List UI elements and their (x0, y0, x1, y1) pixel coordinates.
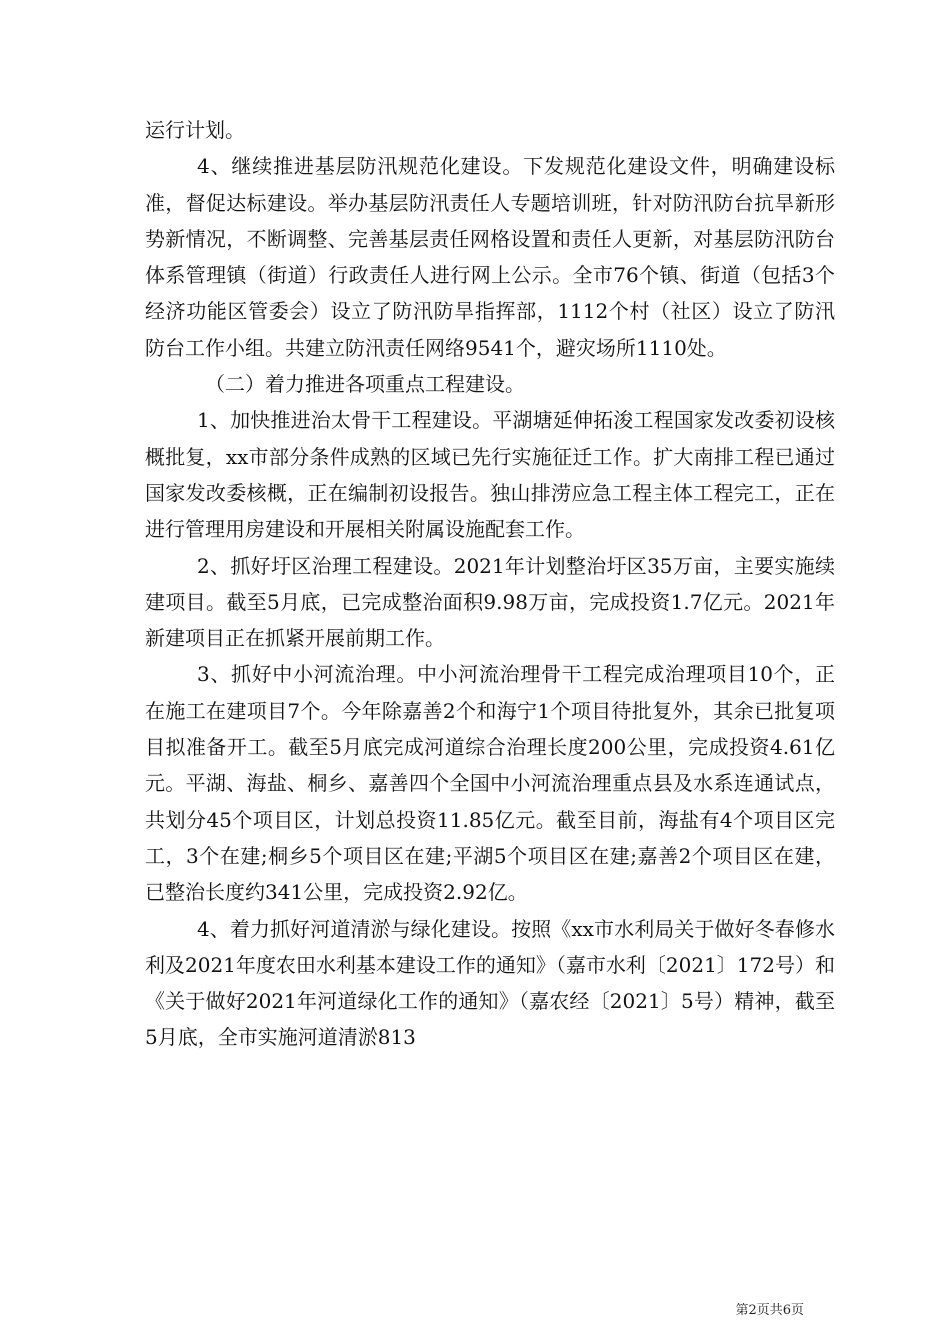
paragraph-item-3-rivers: 3、抓好中小河流治理。中小河流治理骨干工程完成治理项目10个，正在施工在建项目7个。今年除嘉善2个和海宁1个项目待批复外，其余已批复项目拟准备开工。截至5月底完成河道综合治理长度200公里，完成投资4.61亿元。平湖、海盐、桐乡、嘉善四个全国中小河流治理重点县及水系连通试点，共划分45个项目区，计划总投资11.85亿元。截至目前，海盐有4个项目区完工，3个在建;桐乡5个项目区在建;平湖5个项目区在建;嘉善2个项目区在建，已整治长度约341公里，完成投资2.92亿。 (145, 662, 835, 905)
paragraph-item-4-dredging: 4、着力抓好河道清淤与绿化建设。按照《xx市水利局关于做好冬春修水利及2021年度农田水利基本建设工作的通知》（嘉市水利〔2021〕172号）和《关于做好2021年河道绿化工作的通知》（嘉农经〔2021〕5号）精神，截至5月底，全市实施河道清淤813 (145, 916, 835, 1050)
document-body (145, 112, 835, 1056)
paragraph-item-4-flood-control: 4、继续推进基层防汛规范化建设。下发规范化建设文件，明确建设标准，督促达标建设。举办基层防汛责任人专题培训班，针对防汛防台抗旱新形势新情况，不断调整、完善基层责任网格设置和责任人更新，对基层防汛防台体系管理镇（街道）行政责任人进行网上公示。全市76个镇、街道（包括3个经济功能区管委会）设立了防汛防旱指挥部，1112个村（社区）设立了防汛防台工作小组。共建立防汛责任网络9541个，避灾场所1110处。 (145, 154, 835, 360)
page-number: 第2页共6页 (735, 1303, 804, 1318)
section-heading: （二）着力推进各项重点工程建设。 (205, 372, 525, 397)
paragraph-item-2-polder: 2、抓好圩区治理工程建设。2021年计划整治圩区35万亩，主要实施续建项目。截至5月底，已完成整治面积9.98万亩，完成投资1.7亿元。2021年新建项目正在抓紧开展前期工作。 (145, 553, 835, 651)
paragraph-continuation: 运行计划。 (145, 118, 245, 142)
paragraph-item-1-taihu: 1、加快推进治太骨干工程建设。平湖塘延伸拓浚工程国家发改委初设核概批复，xx市部分条件成熟的区域已先行实施征迁工作。扩大南排工程已通过国家发改委核概，正在编制初设报告。独山排涝应急工程主体工程完工，正在进行管理用房建设和开展相关附属设施配套工作。 (145, 408, 835, 542)
